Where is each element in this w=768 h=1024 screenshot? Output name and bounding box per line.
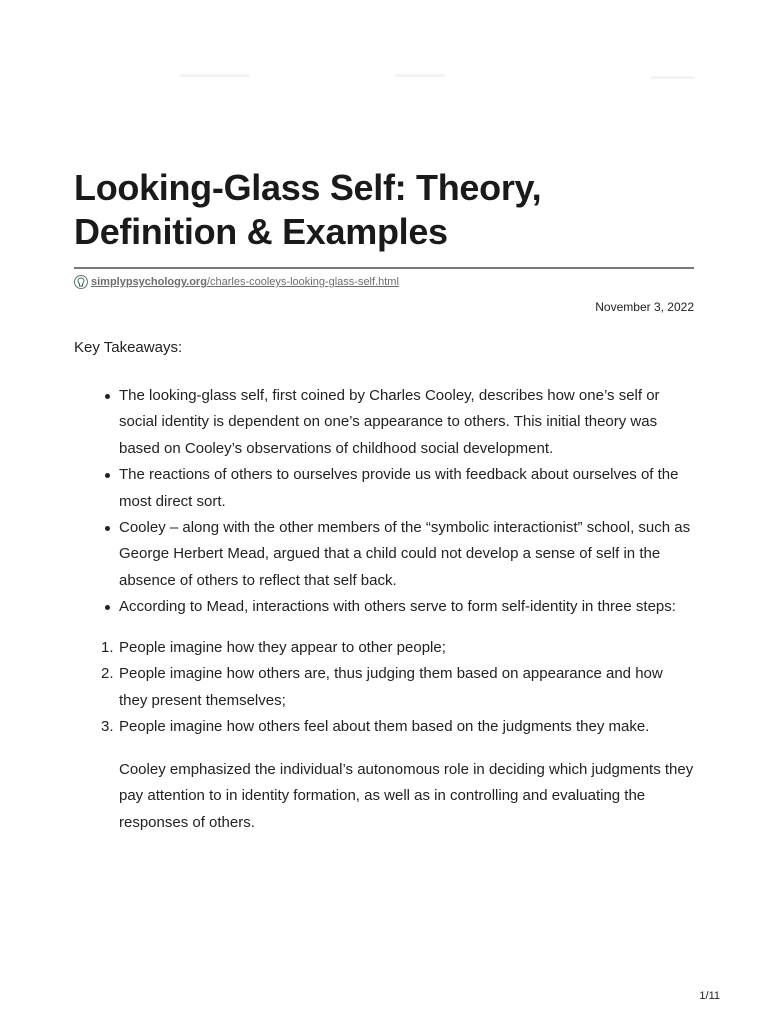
closing-paragraph: Cooley emphasized the individual’s autonomous role in deciding which judgments they pay attention to in identity formation, as well as in controlling and evaluating the responses of others. xyxy=(119,761,694,831)
step-text: People imagine how others are, thus judging them based on appearance and how they present themselves; xyxy=(119,665,663,709)
source-path: /charles-cooleys-looking-glass-self.html xyxy=(206,276,399,288)
publish-date: November 3, 2022 xyxy=(595,300,694,314)
page-indicator: 1/11 xyxy=(699,990,720,1002)
site-favicon-icon xyxy=(74,275,88,289)
step-number: 3. xyxy=(101,718,114,736)
faded-header-artifact xyxy=(650,76,695,79)
step-number: 2. xyxy=(101,665,114,683)
title-divider xyxy=(74,267,694,269)
list-item xyxy=(101,635,694,661)
step-text: People imagine how they appear to other people; xyxy=(119,639,446,656)
list-item: The looking-glass self, first coined by Charles Cooley, describes how one’s self or social identity is dependent on one’s appearance to others. This initial theory was based on Cooley’s observations of childhood social development. xyxy=(119,383,694,462)
key-takeaways-heading: Key Takeaways: xyxy=(74,339,183,356)
list-item: Cooley – along with the other members of the “symbolic interactionist” school, such as George Herbert Mead, argued that a child could not develop a sense of self in the absence of others to reflect that self back. xyxy=(119,515,694,594)
faded-header-artifact xyxy=(395,74,445,77)
list-item: According to Mead, interactions with others serve to form self-identity in three steps: xyxy=(119,594,694,620)
source-domain: simplypsychology.org xyxy=(91,276,207,288)
list-item: The reactions of others to ourselves provide us with feedback about ourselves of the most direct sort. xyxy=(119,462,694,515)
source-link[interactable] xyxy=(91,276,399,288)
faded-header-artifact xyxy=(180,74,250,77)
article-title: Looking-Glass Self: Theory, Definition & Examples xyxy=(74,167,542,252)
list-item xyxy=(101,661,694,714)
step-text: People imagine how others feel about them based on the judgments they make. xyxy=(119,718,650,736)
self-identity-steps-list xyxy=(74,635,694,741)
list-item xyxy=(101,714,694,740)
key-takeaways-list xyxy=(74,383,694,621)
source-url[interactable] xyxy=(74,273,399,291)
step-number: 1. xyxy=(101,639,114,656)
